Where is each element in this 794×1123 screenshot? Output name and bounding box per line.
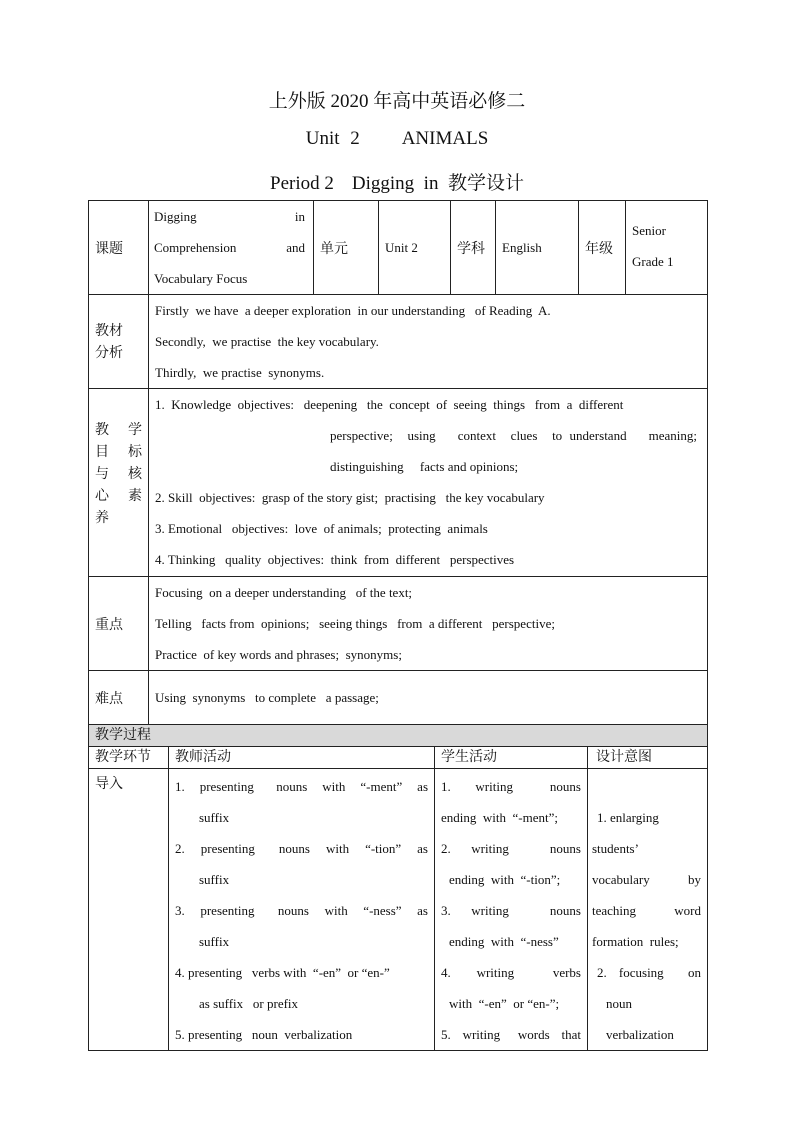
student-line: 5. writing words that — [441, 1027, 581, 1042]
teacher-line: 5. presenting noun verbalization — [175, 1027, 353, 1042]
design-intent — [588, 769, 708, 1051]
key-points-row — [89, 577, 708, 671]
objectives-label — [89, 389, 149, 577]
key-point-line: Telling facts from opinions; seeing things from a different perspective; — [155, 616, 555, 631]
topic-line: Digging in — [154, 209, 305, 224]
process-section-label: 教学过程 — [89, 725, 708, 747]
doc-title-period — [0, 168, 794, 195]
unit-value: Unit 2 — [379, 201, 451, 295]
analysis-line: Thirdly, we practise synonyms. — [155, 365, 325, 380]
difficult-row — [89, 671, 708, 725]
process-table — [88, 724, 708, 1051]
obj-label-char: 学 — [128, 422, 142, 438]
grade-line: Grade 1 — [632, 254, 674, 269]
teacher-line: 1. presenting nouns with “-ment” as — [175, 779, 428, 794]
obj-label-char: 养 — [95, 510, 109, 526]
key-point-line: Practice of key words and phrases; synonyms; — [155, 647, 402, 662]
objectives-row — [89, 389, 708, 577]
analysis-label — [89, 295, 149, 389]
subject-value: English — [496, 201, 579, 295]
analysis-row — [89, 295, 708, 389]
grade-value — [626, 201, 708, 295]
key-point-line: Focusing on a deeper understanding of the text; — [155, 585, 413, 600]
grade-line: Senior — [632, 223, 666, 238]
process-header-row — [89, 747, 708, 769]
intent-line: formation rules; — [592, 934, 679, 949]
analysis-line: Firstly we have a deeper exploration in our understanding of Reading A. — [155, 303, 551, 318]
lesson-info-table — [88, 200, 708, 725]
objective-item: 4. Thinking quality objectives: think from different perspectives — [155, 552, 515, 567]
student-line: 4. writing verbs — [441, 965, 581, 980]
period-label: Period 2 — [270, 173, 334, 194]
process-section-row — [89, 725, 708, 747]
intent-line — [592, 771, 701, 802]
period-topic: Digging in 教学设计 — [351, 173, 524, 194]
objective-item-cont: perspective; using context clues to understand meaning; — [330, 428, 697, 443]
obj-label-char: 核 — [128, 466, 142, 482]
intent-line: 1. enlarging — [597, 810, 659, 825]
difficult-text: Using synonyms to complete a passage; — [149, 671, 708, 725]
teacher-line: suffix — [199, 810, 230, 825]
intent-line: noun — [606, 996, 632, 1011]
student-line: with “-en” or “en-”; — [449, 996, 560, 1011]
intent-line: 2. focusing on — [597, 965, 701, 980]
teacher-line: suffix — [199, 934, 230, 949]
student-line: 3. writing nouns — [441, 903, 581, 918]
col-header-intent: 设计意图 — [588, 747, 708, 769]
col-header-teacher: 教师活动 — [169, 747, 435, 769]
student-line: 2. writing nouns — [441, 841, 581, 856]
difficult-label: 难点 — [89, 671, 149, 725]
obj-label-char: 与 — [95, 466, 109, 482]
process-row-intro — [89, 769, 708, 1051]
obj-label-char: 标 — [128, 444, 142, 460]
key-points-label: 重点 — [89, 577, 149, 671]
objective-item: 1. Knowledge objectives: deepening the concept of seeing things from a different — [155, 397, 624, 412]
objective-item-cont: distinguishing facts and opinions; — [330, 459, 519, 474]
intent-line: teaching word — [592, 903, 701, 918]
info-row — [89, 201, 708, 295]
col-header-student: 学生活动 — [435, 747, 588, 769]
doc-title-unit: Unit 2 ANIMALS — [305, 128, 489, 149]
col-header-stage: 教学环节 — [89, 747, 169, 769]
student-line: ending with “-tion”; — [449, 872, 561, 887]
student-activity — [435, 769, 588, 1051]
obj-label-char: 目 — [95, 444, 109, 460]
objectives-text — [149, 389, 708, 577]
topic-line: Comprehension and — [154, 240, 305, 255]
analysis-line: Secondly, we practise the key vocabulary. — [155, 334, 379, 349]
unit-label: 单元 — [314, 201, 379, 295]
obj-label-char: 教 — [95, 422, 109, 438]
topic-value — [149, 201, 314, 295]
intent-line: verbalization — [606, 1027, 674, 1042]
teacher-activity — [169, 769, 435, 1051]
analysis-text — [149, 295, 708, 389]
intent-line: students’ — [592, 841, 639, 856]
topic-line: Vocabulary Focus — [154, 271, 248, 286]
student-line: ending with “-ment”; — [441, 810, 558, 825]
teacher-line: suffix — [199, 872, 230, 887]
teacher-line: 3. presenting nouns with “-ness” as — [175, 903, 428, 918]
objective-item: 3. Emotional objectives: love of animals; protecting animals — [155, 521, 488, 536]
analysis-label-line: 教材 — [95, 322, 123, 339]
teacher-line: 4. presenting verbs with “-en” or “en-” — [175, 965, 390, 980]
obj-label-char: 心 — [95, 488, 109, 504]
objective-item: 2. Skill objectives: grasp of the story gist; practising the key vocabulary — [155, 490, 545, 505]
subject-label: 学科 — [451, 201, 496, 295]
doc-title-line1: 上外版 2020 年高中英语必修二 — [268, 91, 526, 112]
grade-label: 年级 — [579, 201, 626, 295]
analysis-label-line: 分析 — [95, 344, 123, 361]
topic-label: 课题 — [89, 201, 149, 295]
student-line: 1. writing nouns — [441, 779, 581, 794]
key-points-text — [149, 577, 708, 671]
stage-intro: 导入 — [89, 769, 169, 1051]
teacher-line: as suffix or prefix — [199, 996, 299, 1011]
student-line: ending with “-ness” — [449, 934, 559, 949]
teacher-line: 2. presenting nouns with “-tion” as — [175, 841, 428, 856]
intent-line: vocabulary by — [592, 872, 701, 887]
obj-label-char: 素 — [128, 488, 142, 504]
